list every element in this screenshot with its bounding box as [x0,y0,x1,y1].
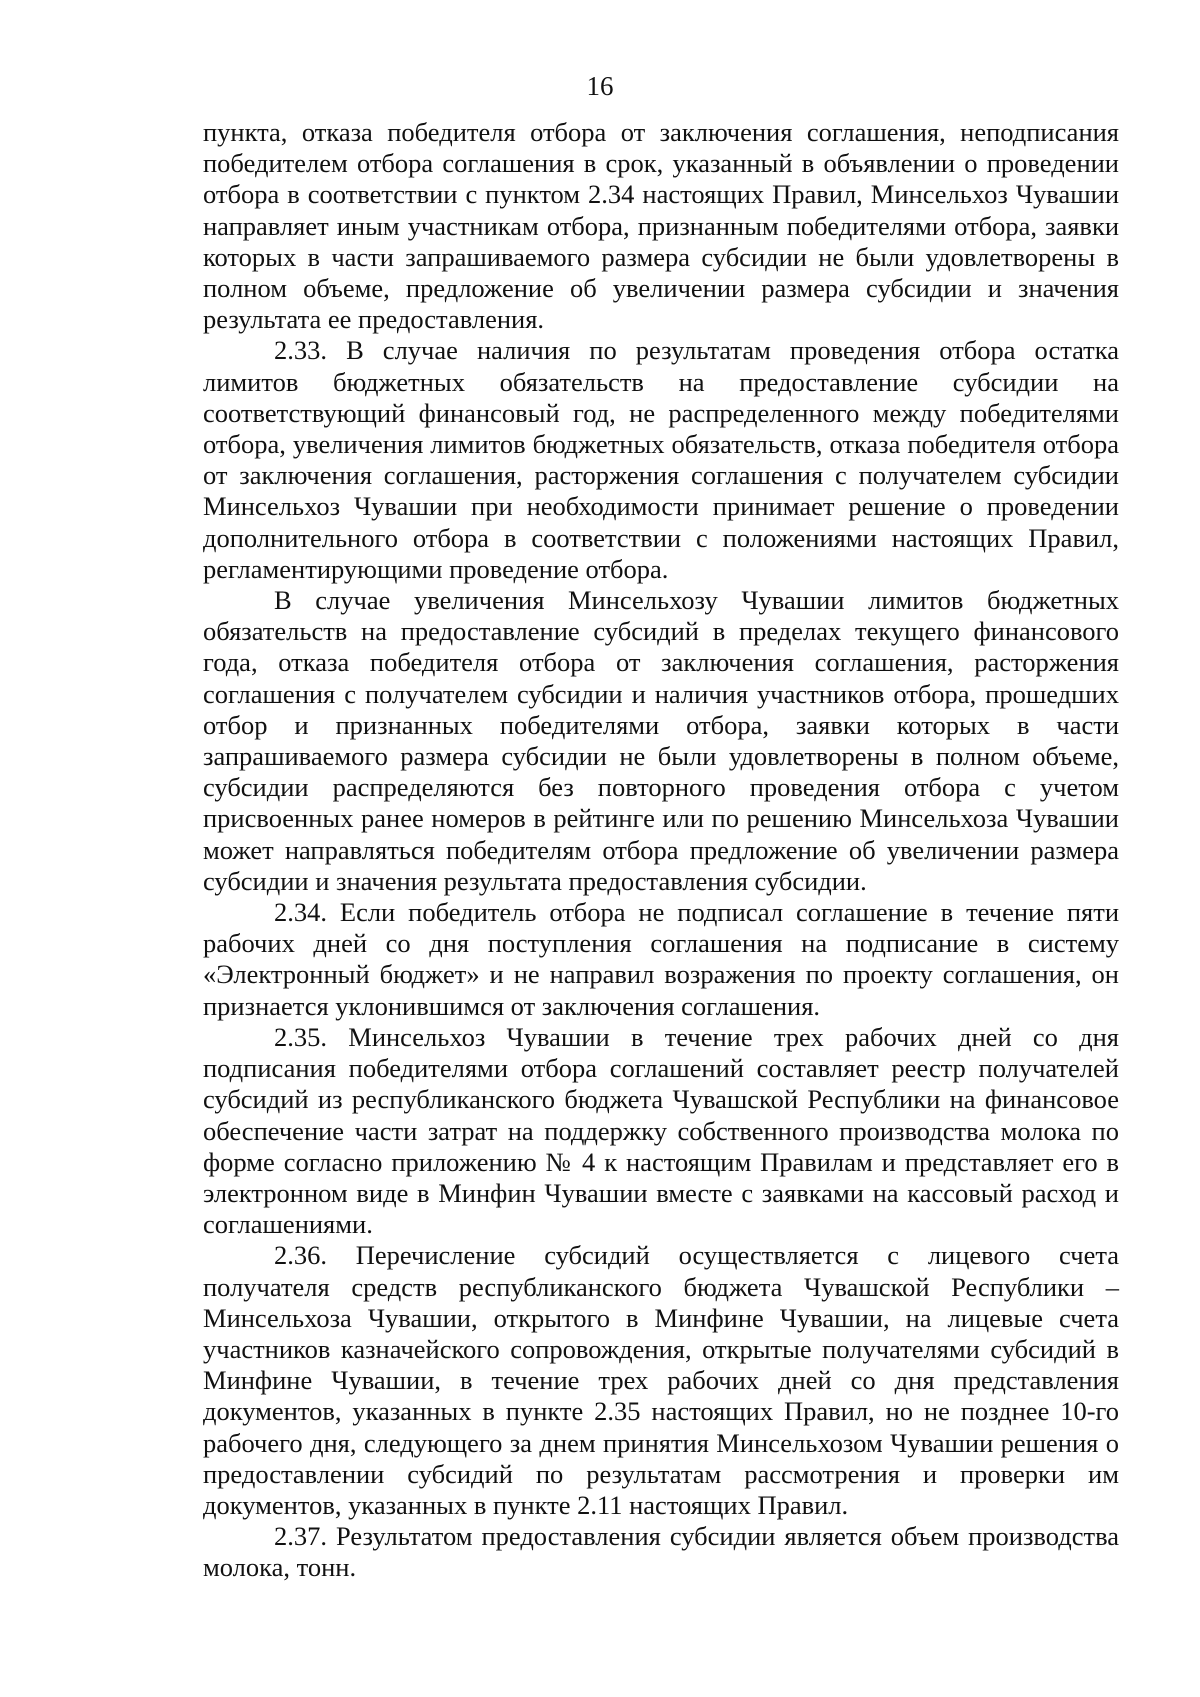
document-body [203,117,1119,1584]
page-number: 16 [586,71,614,101]
paragraph-2-33-limits-increase: В случае увеличения Минсельхозу Чувашии лимитов бюджетных обязательств на предоставление субсидий в пределах текущего финансового года, отказа победителя отбора от заключения соглашения, расторжения соглашения с получателем субсидии и наличия участников отбора, прошедших отбор и признанных победителями отбора, заявки которых в части запрашиваемого размера субсидии не были удовлетворены в полном объеме, субсидии распределяются без повторного проведения отбора с учетом присвоенных ранее номеров в рейтинге или по решению Минсельхоза Чувашии может направляться победителям отбора предложение об увеличении размера субсидии и значения результата предоставления субсидии. [203,585,1119,896]
paragraph-2-35: 2.35. Минсельхоз Чувашии в течение трех рабочих дней со дня подписания победителями отбора соглашений составляет реестр получателей субсидий из республиканского бюджета Чувашской Республики на финансовое обеспечение части затрат на поддержку собственного производства молока по форме согласно приложению № 4 к настоящим Правилам и представляет его в электронном виде в Минфин Чувашии вместе с заявками на кассовый расход и соглашениями. [203,1021,1119,1240]
paragraph-2-34: 2.34. Если победитель отбора не подписал соглашение в течение пяти рабочих дней со дня поступления соглашения на подписание в систему «Электронный бюджет» и не направил возражения по проекту соглашения, он признается уклонившимся от заключения соглашения. [203,897,1119,1021]
paragraph-2-36: 2.36. Перечисление субсидий осуществляется с лицевого счета получателя средств республиканского бюджета Чувашской Республики – Минсельхоза Чувашии, открытого в Минфине Чувашии, на лицевые счета участников казначейского сопровождения, открытые получателями субсидий в Минфине Чувашии, в течение трех рабочих дней со дня представления документов, указанных в пункте 2.35 настоящих Правил, но не позднее 10-го рабочего дня, следующего за днем принятия Минсельхозом Чувашии решения о предоставлении субсидий по результатам рассмотрения и проверки им документов, указанных в пункте 2.11 настоящих Правил. [203,1240,1119,1520]
paragraph-2-33: 2.33. В случае наличия по результатам проведения отбора остатка лимитов бюджетных обязательств на предоставление субсидии на соответствующий финансовый год, не распределенного между победителями отбора, увеличения лимитов бюджетных обязательств, отказа победителя отбора от заключения соглашения, расторжения соглашения с получателем субсидии Минсельхоз Чувашии при необходимости принимает решение о проведении дополнительного отбора в соответствии с положениями настоящих Правил, регламентирующими проведение отбора. [203,335,1119,584]
paragraph-2-37: 2.37. Результатом предоставления субсидии является объем производства молока, тонн. [203,1521,1119,1583]
paragraph-continuation: пункта, отказа победителя отбора от заключения соглашения, неподписания победителем отбора соглашения в срок, указанный в объявлении о проведении отбора в соответствии с пунктом 2.34 настоящих Правил, Минсельхоз Чувашии направляет иным участникам отбора, признанным победителями отбора, заявки которых в части запрашиваемого размера субсидии не были удовлетворены в полном объеме, предложение об увеличении размера субсидии и значения результата ее предоставления. [203,117,1119,335]
